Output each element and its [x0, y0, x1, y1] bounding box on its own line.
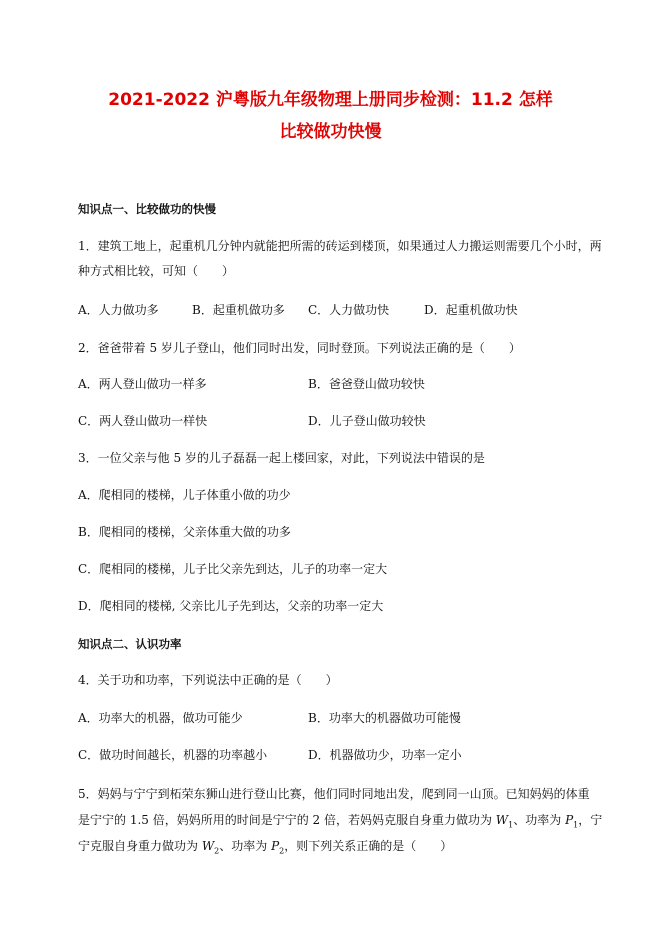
question-3-option-c: C．爬相同的楼梯，儿子比父亲先到达，儿子的功率一定大 [78, 562, 388, 576]
question-2-text: 2．爸爸带着 5 岁儿子登山，他们同时出发，同时登顶。下列说法正确的是（ ） [78, 341, 521, 355]
question-3-option-d: D．爬相同的楼梯, 父亲比儿子先到达，父亲的功率一定大 [78, 599, 384, 613]
subscript: 1 [508, 820, 514, 830]
question-1-option-c: C．人力做功快 [308, 303, 390, 317]
subscript: 2 [214, 846, 220, 856]
document-title-line1: 2021-2022 沪粤版九年级物理上册同步检测：11.2 怎样 [108, 90, 553, 110]
subscript: 1 [573, 820, 579, 830]
question-2-option-d: D．儿子登山做功较快 [308, 414, 426, 428]
work-symbol: W [201, 839, 215, 853]
section-heading-2: 知识点二、认识功率 [78, 637, 182, 651]
question-1-option-a: A．人力做功多 [78, 303, 159, 317]
power-symbol: P [271, 839, 280, 853]
question-2-option-c: C．两人登山做功一样快 [78, 414, 208, 428]
question-3-option-b: B．爬相同的楼梯，父亲体重大做的功多 [78, 525, 291, 539]
question-4-option-b: B．功率大的机器做功可能慢 [308, 711, 461, 725]
question-5-text-line1: 5．妈妈与宁宁到柘荣东狮山进行登山比赛，他们同时同地出发，爬到同一山顶。已知妈妈的体重 [78, 787, 590, 801]
question-5-text-line2: 是宁宁的 1.5 倍，妈妈所用的时间是宁宁的 2 倍，若妈妈克服自身重力做功为 $W_1$、功率为 $P_1$，宁 [78, 813, 603, 830]
question-3-text: 3．一位父亲与他 5 岁的儿子磊磊一起上楼回家，对此，下列说法中错误的是 [78, 451, 485, 465]
document-title-line2: 比较做功快慢 [279, 122, 382, 142]
question-4-option-d: D．机器做功少，功率一定小 [308, 748, 462, 762]
question-2-option-b: B．爸爸登山做功较快 [308, 377, 425, 391]
question-1-option-d: D．起重机做功快 [424, 303, 518, 317]
question-2-option-a: A．两人登山做功一样多 [78, 377, 207, 391]
question-1-option-b: B．起重机做功多 [192, 303, 285, 317]
question-1-text-line1: 1．建筑工地上，起重机几分钟内就能把所需的砖运到楼顶，如果通过人力搬运则需要几个小时，两 [78, 239, 602, 253]
section-heading-1: 知识点一、比较做功的快慢 [78, 202, 216, 216]
question-1-text-line2: 种方式相比较，可知（ ） [78, 264, 235, 278]
question-5-text-line3: 宁克服自身重力做功为 $W_2$、功率为 $P_2$，则下列关系正确的是（ ） [78, 839, 453, 856]
question-3-option-a: A．爬相同的楼梯，儿子体重小做的功少 [78, 488, 291, 502]
subscript: 2 [279, 846, 285, 856]
power-symbol: P [565, 813, 574, 827]
work-symbol: W [495, 813, 509, 827]
question-4-text: 4．关于功和功率，下列说法中正确的是（ ） [78, 673, 338, 687]
question-4-option-a: A．功率大的机器，做功可能少 [78, 711, 243, 725]
question-4-option-c: C．做功时间越长，机器的功率越小 [78, 748, 268, 762]
